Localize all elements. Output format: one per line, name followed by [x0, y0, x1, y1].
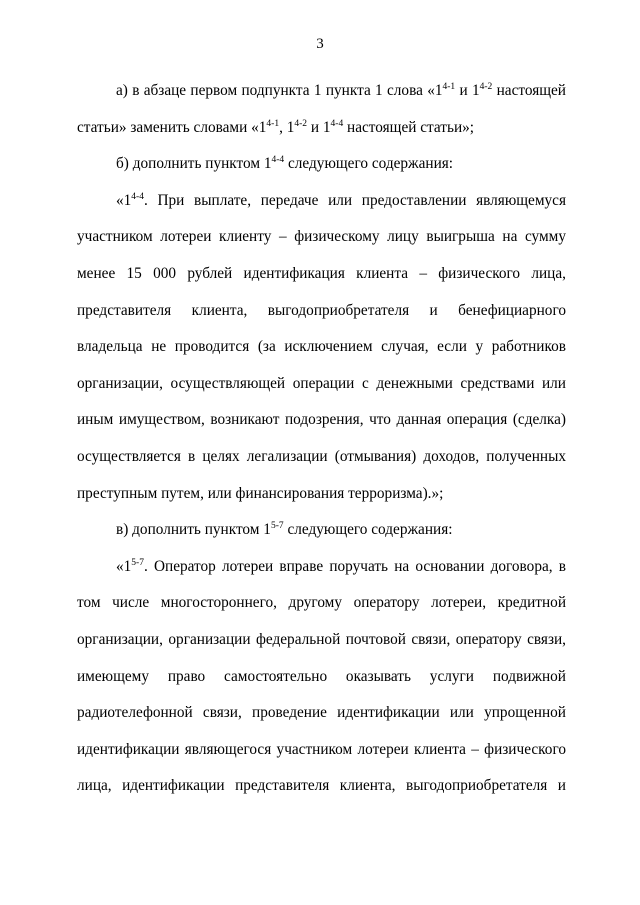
paragraph-a: а) в абзаце первом подпункта 1 пункта 1 слова «1$^{4-1}$ и 1$^{4-2}$ настоящей статьи» заменить словами «1$^{4-1}$, 1$^{4-2}$ и 1$^{4-4}$ настоящей статьи»;	[77, 82, 566, 136]
paragraph-b: б) дополнить пунктом 1$^{4-4}$ следующего содержания:	[116, 155, 454, 173]
page-number: 3	[316, 36, 324, 52]
quoted-point-1-4-4: «1$^{4-4}$. При выплате, передаче или предоставлении являющемуся участником лотереи клиенту – физическому лицу выигрыша на сумму менее 15 000 рублей идентификация клиента – физического лица, представителя клиента, выгодоприобретателя и бенефициарного владельца не проводится (за исключением случая, если у работников организации, осуществляющей операции с денежными средствами или иным имуществом, возникают подозрения, что данная операция (сделка) осуществляется в целях легализации (отмывания) доходов, полученных преступным путем, или финансирования терроризма).»;	[77, 191, 566, 502]
quoted-point-1-5-7: «1$^{5-7}$. Оператор лотереи вправе поручать на основании договора, в том числе многостороннего, другому оператору лотереи, кредитной организации, организации федеральной почтовой связи, оператору связи, имеющему право самостоятельно оказывать услуги подвижной радиотелефонной связи, проведение идентификации или упрощенной идентификации являющегося участником лотереи клиента – физического лица, идентификации представителя клиента, выгодоприобретателя и	[77, 557, 566, 795]
paragraph-v: в) дополнить пунктом 1$^{5-7}$ следующего содержания:	[116, 521, 453, 539]
document-body	[77, 73, 566, 805]
